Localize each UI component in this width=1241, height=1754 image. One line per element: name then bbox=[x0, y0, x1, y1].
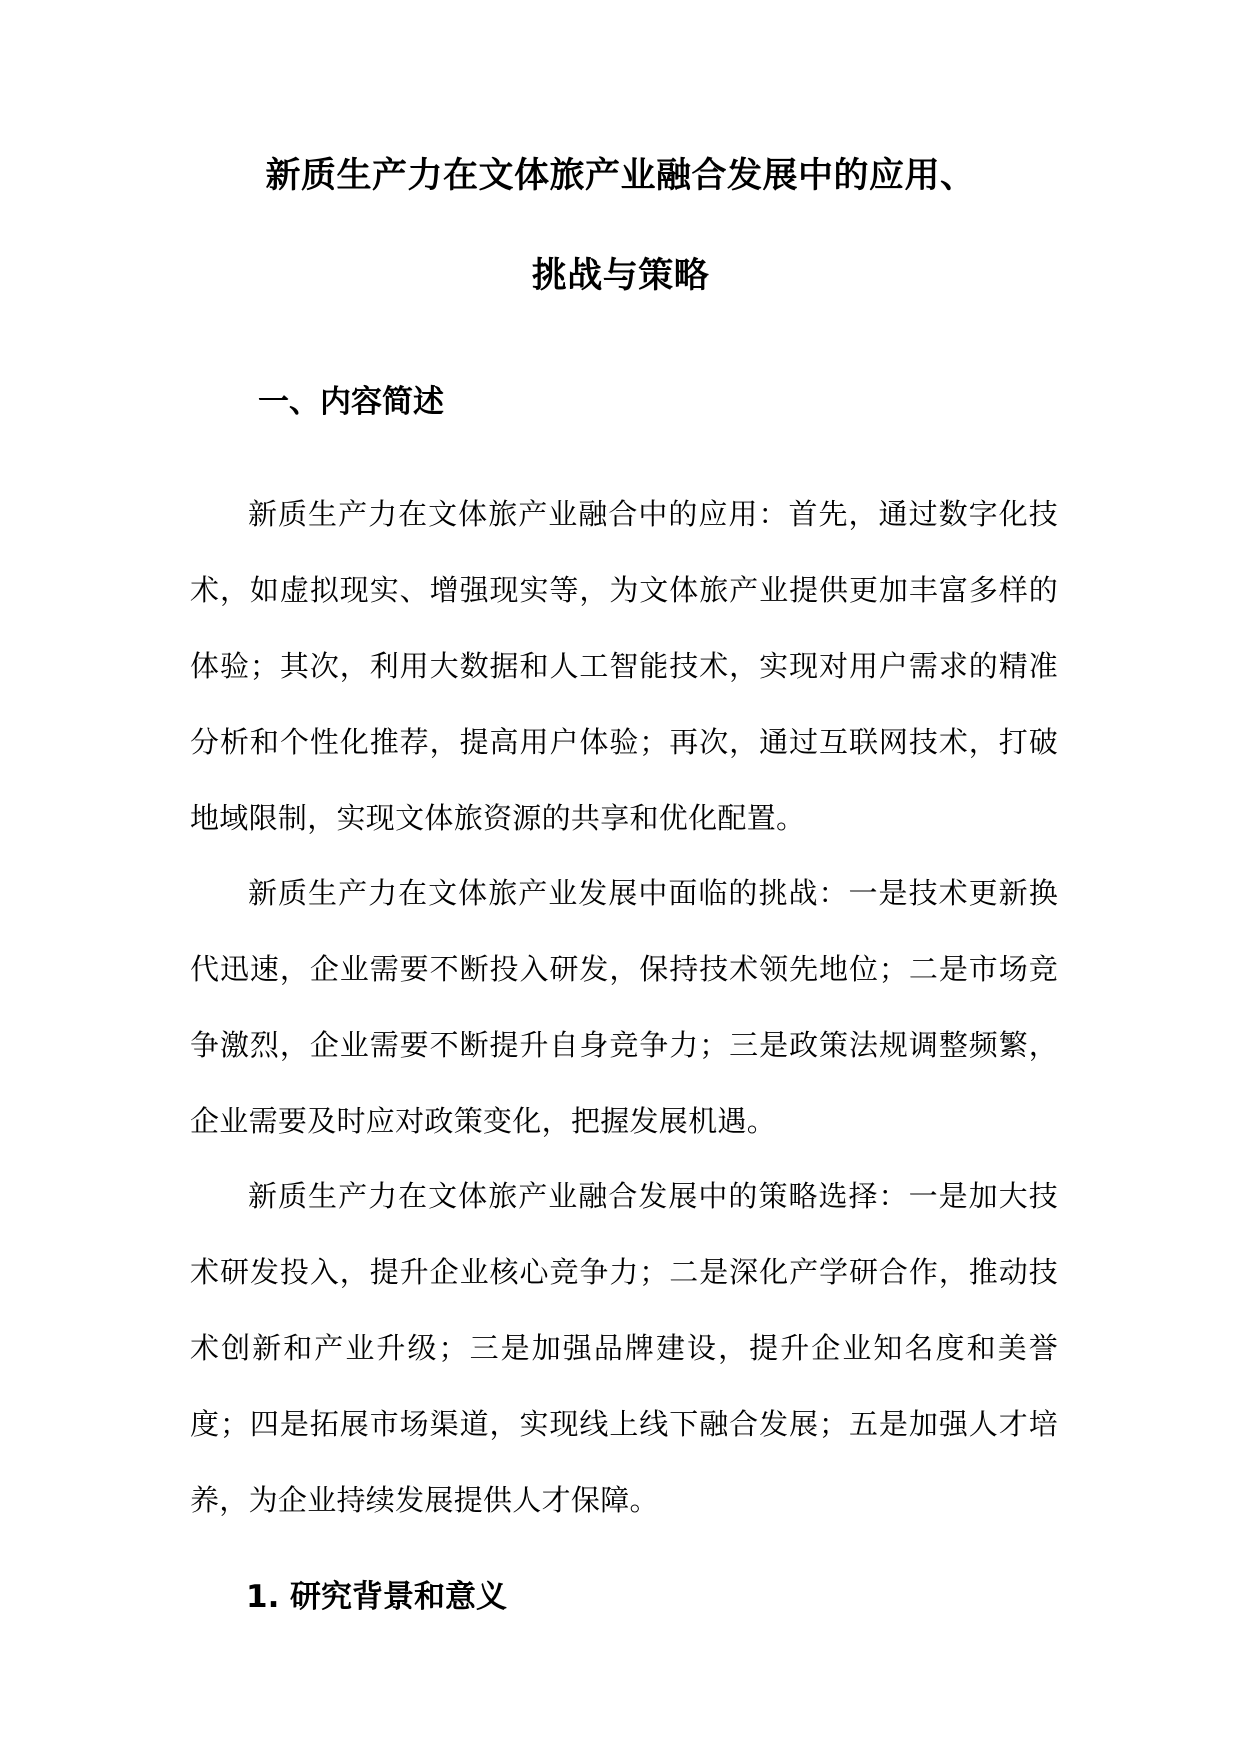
subsection-title: 研究背景和意义 bbox=[290, 1579, 507, 1615]
subsection-number: 1. bbox=[246, 1579, 280, 1615]
document-title-line-1: 新质生产力在文体旅产业融合发展中的应用、 bbox=[265, 156, 976, 196]
document-title-line-2: 挑战与策略 bbox=[531, 256, 710, 296]
paragraph-applications: 新质生产力在文体旅产业融合中的应用：首先，通过数字化技术，如虚拟现实、增强现实等，为文体旅产业提供更加丰富多样的体验；其次，利用大数据和人工智能技术，实现对用户需求的精准分析和个性化推荐，提高用户体验；再次，通过互联网技术，打破地域限制，实现文体旅资源的共享和优化配置。 bbox=[190, 497, 1058, 835]
paragraph-challenges: 新质生产力在文体旅产业发展中面临的挑战：一是技术更新换代迅速，企业需要不断投入研发，保持技术领先地位；二是市场竞争激烈，企业需要不断提升自身竞争力；三是政策法规调整频繁，企业需要及时应对政策变化，把握发展机遇。 bbox=[190, 876, 1058, 1138]
paragraph-strategies: 新质生产力在文体旅产业融合发展中的策略选择：一是加大技术研发投入，提升企业核心竞争力；二是深化产学研合作，推动技术创新和产业升级；三是加强品牌建设，提升企业知名度和美誉度；四是拓展市场渠道，实现线上线下融合发展；五是加强人才培养，为企业持续发展提供人才保障。 bbox=[190, 1179, 1058, 1517]
section-heading: 一、内容简述 bbox=[258, 384, 444, 420]
subsection-heading bbox=[246, 1577, 507, 1617]
